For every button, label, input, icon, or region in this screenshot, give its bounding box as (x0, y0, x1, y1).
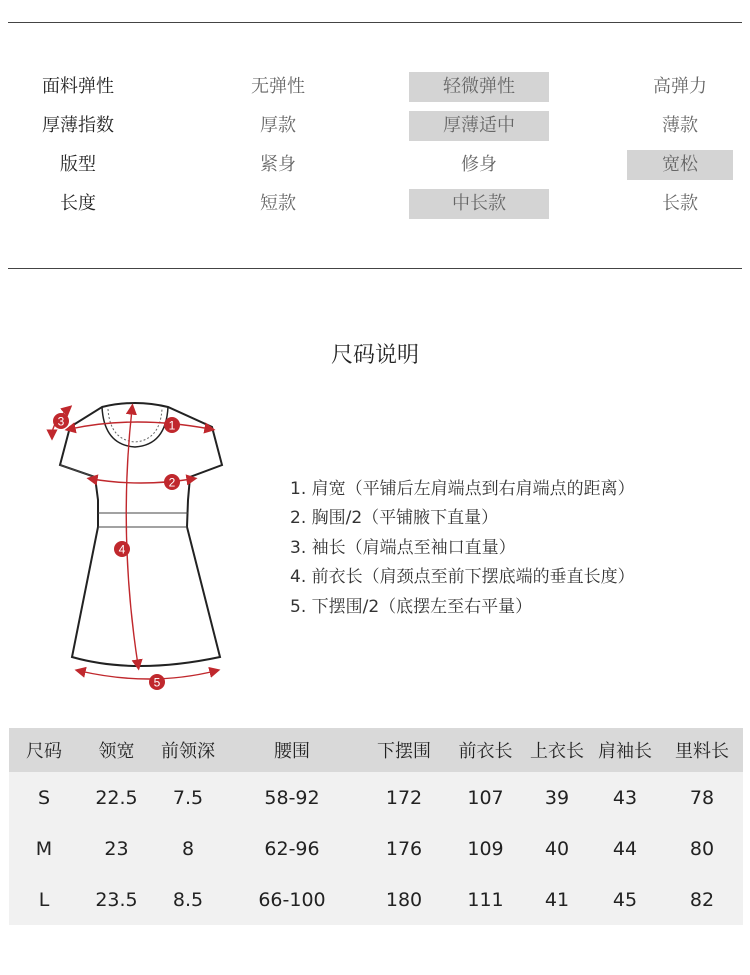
attr-option: 长款 (662, 193, 698, 214)
table-cell: 39 (525, 772, 589, 823)
table-cell: 78 (661, 772, 743, 823)
svg-text:1: 1 (168, 418, 176, 433)
header-front-length: 前衣长 (446, 728, 525, 772)
attr-option-selected: 中长款 (409, 189, 549, 219)
header-shoulder-sleeve: 肩袖长 (589, 728, 661, 772)
table-cell: M (9, 823, 79, 874)
attr-option: 厚款 (260, 115, 296, 136)
measure-note-2: 2. 胸围/2（平铺腋下直量） (290, 508, 499, 528)
attr-label: 厚薄指数 (42, 115, 114, 136)
attr-option-selected: 轻微弹性 (409, 72, 549, 102)
attr-option: 高弹力 (653, 76, 707, 97)
table-cell: 109 (446, 823, 525, 874)
table-cell: 176 (362, 823, 446, 874)
header-lining-length: 里料长 (661, 728, 743, 772)
table-cell: 62-96 (222, 823, 362, 874)
attr-option: 紧身 (260, 154, 296, 175)
table-cell: 8 (154, 823, 222, 874)
size-table-header (9, 728, 743, 772)
measure-note-4: 4. 前衣长（肩颈点至前下摆底端的垂直长度） (290, 567, 635, 587)
table-cell: 82 (661, 874, 743, 925)
size-table (9, 728, 743, 925)
table-cell: 41 (525, 874, 589, 925)
table-cell: 45 (589, 874, 661, 925)
table-cell: 107 (446, 772, 525, 823)
attr-option: 修身 (461, 154, 497, 175)
dress-outline (57, 403, 222, 666)
svg-text:4: 4 (118, 542, 126, 557)
table-cell: 7.5 (154, 772, 222, 823)
attr-row-fit (0, 150, 750, 180)
size-guide-title: 尺码说明 (330, 343, 419, 368)
hem-measure-line (80, 671, 215, 679)
table-row (9, 772, 743, 823)
table-row (9, 823, 743, 874)
table-cell: 23.5 (79, 874, 154, 925)
measure-note-5: 5. 下摆围/2（底摆左至右平量） (290, 597, 533, 617)
table-cell: 40 (525, 823, 589, 874)
top-divider (8, 22, 742, 23)
table-cell: 8.5 (154, 874, 222, 925)
table-cell: 23 (79, 823, 154, 874)
measure-note-3: 3. 袖长（肩端点至袖口直量） (290, 538, 516, 558)
table-cell: 44 (589, 823, 661, 874)
measure-note-1: 1. 肩宽（平铺后左肩端点到右肩端点的距离） (290, 479, 635, 499)
svg-text:5: 5 (153, 675, 161, 690)
marker-2 (164, 474, 180, 490)
svg-text:3: 3 (57, 414, 65, 429)
dress-measurement-diagram (40, 395, 250, 695)
attr-option: 短款 (260, 193, 296, 214)
table-cell: L (9, 874, 79, 925)
table-row (9, 874, 743, 925)
marker-3 (53, 413, 69, 429)
table-cell: 66-100 (222, 874, 362, 925)
table-cell: 172 (362, 772, 446, 823)
attr-label: 面料弹性 (42, 76, 114, 97)
marker-4 (114, 541, 130, 557)
table-cell: S (9, 772, 79, 823)
attr-option: 薄款 (662, 115, 698, 136)
table-cell: 80 (661, 823, 743, 874)
header-collar-width: 领宽 (79, 728, 154, 772)
table-cell: 111 (446, 874, 525, 925)
attr-row-thickness (0, 111, 750, 141)
table-cell: 58-92 (222, 772, 362, 823)
header-top-length: 上衣长 (525, 728, 589, 772)
attr-option: 无弹性 (251, 76, 305, 97)
attr-row-elasticity (0, 72, 750, 102)
attr-label: 版型 (60, 154, 96, 175)
table-cell: 43 (589, 772, 661, 823)
attr-option-selected: 厚薄适中 (409, 111, 549, 141)
header-size: 尺码 (9, 728, 79, 772)
attr-row-length (0, 189, 750, 219)
table-cell: 180 (362, 874, 446, 925)
header-front-neck-depth: 前领深 (154, 728, 222, 772)
marker-5 (149, 674, 165, 690)
table-cell: 22.5 (79, 772, 154, 823)
header-waist: 腰围 (222, 728, 362, 772)
middle-divider (8, 268, 742, 269)
attr-option-selected: 宽松 (627, 150, 733, 180)
marker-1 (164, 417, 180, 433)
attr-label: 长度 (60, 193, 96, 214)
svg-text:2: 2 (168, 475, 176, 490)
header-hem: 下摆围 (362, 728, 446, 772)
